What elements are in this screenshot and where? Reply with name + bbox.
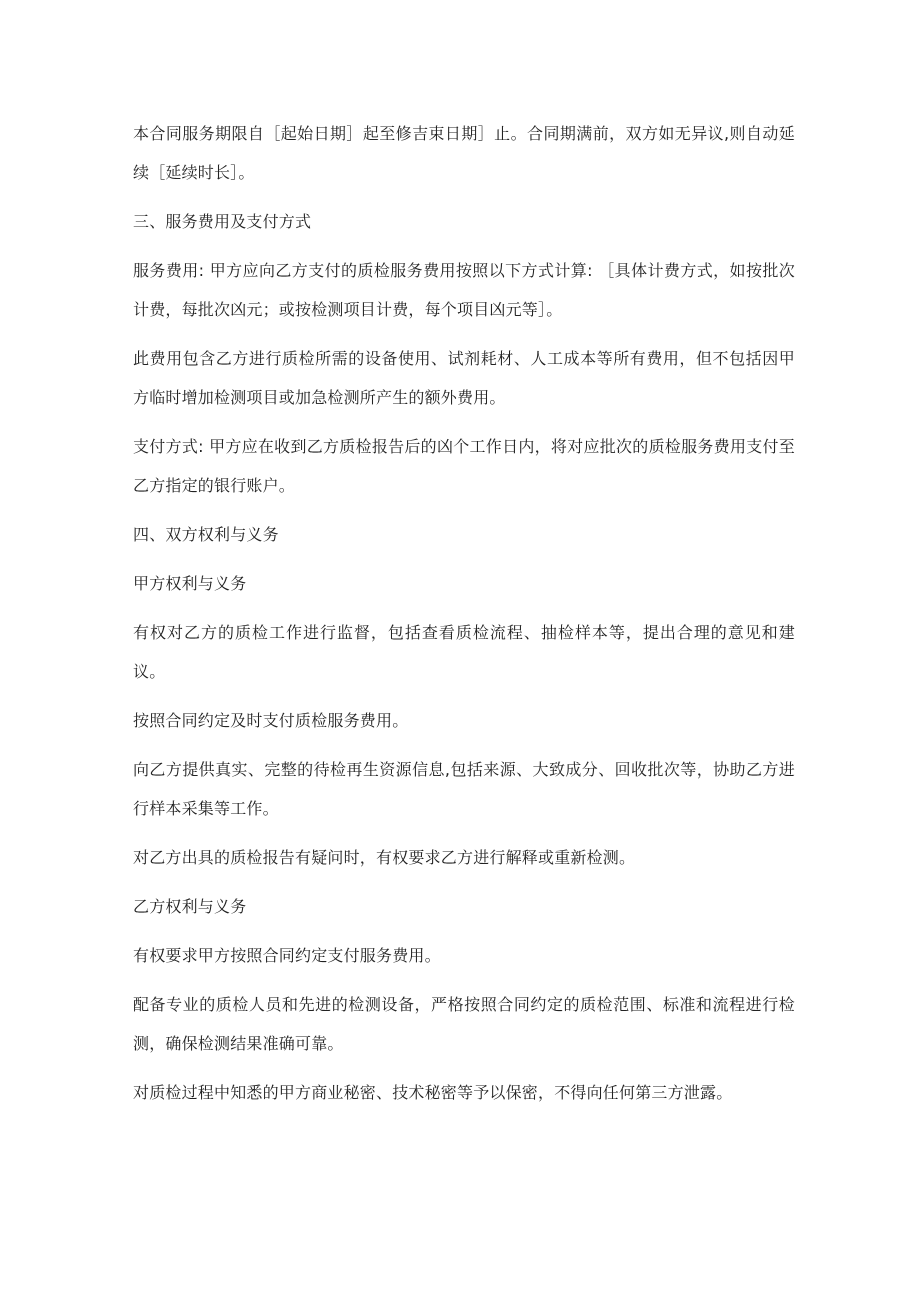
- paragraph-service-fee: 服务费用: 甲方应向乙方支付的质检服务费用按照以下方式计算: ［具体计费方式，如按批次计费，每批次凶元；或按检测项目计费，每个项目凶元等］。: [133, 261, 795, 319]
- paragraph-term-duration: 本合同服务期限自［起始日期］起至修吉束日期］止。合同期满前，双方如无异议,则自动延续［延续时长］。: [133, 124, 795, 182]
- paragraph-party-a-information: 向乙方提供真实、完整的待检再生资源信息,包括来源、大致成分、回收批次等，协助乙方进行样本采集等工作。: [133, 760, 795, 818]
- section-heading-fees: 三、服务费用及支付方式: [133, 212, 312, 231]
- paragraph-party-b-confidentiality: 对质检过程中知悉的甲方商业秘密、技术秘密等予以保密，不得向任何第三方泄露。: [133, 1083, 733, 1102]
- paragraph-party-b-equipment: 配备专业的质检人员和先进的检测设备，严格按照合同约定的质检范围、标准和流程进行检测，确保检测结果准确可靠。: [133, 995, 795, 1053]
- section-heading-rights: 四、双方权利与义务: [133, 525, 279, 544]
- paragraph-party-a-payment: 按照合同约定及时支付质检服务费用。: [133, 711, 409, 730]
- paragraph-party-a-query: 对乙方出具的质检报告有疑问时，有权要求乙方进行解释或重新检测。: [133, 848, 636, 867]
- paragraph-fee-scope: 此费用包含乙方进行质检所需的设备使用、试剂耗材、人工成本等所有费用，但不包括因甲方临时增加检测项目或加急检测所产生的额外费用。: [133, 349, 795, 407]
- paragraph-party-b-payment-right: 有权要求甲方按照合同约定支付服务费用。: [133, 946, 441, 965]
- document-body: [133, 114, 795, 1122]
- paragraph-payment-method: 支付方式: 甲方应在收到乙方质检报告后的凶个工作日内，将对应批次的质检服务费用支付至乙方指定的银行账户。: [133, 437, 795, 495]
- paragraph-party-a-supervision: 有权对乙方的质检工作进行监督，包括查看质检流程、抽检样本等，提出合理的意见和建议。: [133, 623, 795, 681]
- subheading-party-b: 乙方权利与义务: [133, 897, 247, 916]
- subheading-party-a: 甲方权利与义务: [133, 574, 247, 593]
